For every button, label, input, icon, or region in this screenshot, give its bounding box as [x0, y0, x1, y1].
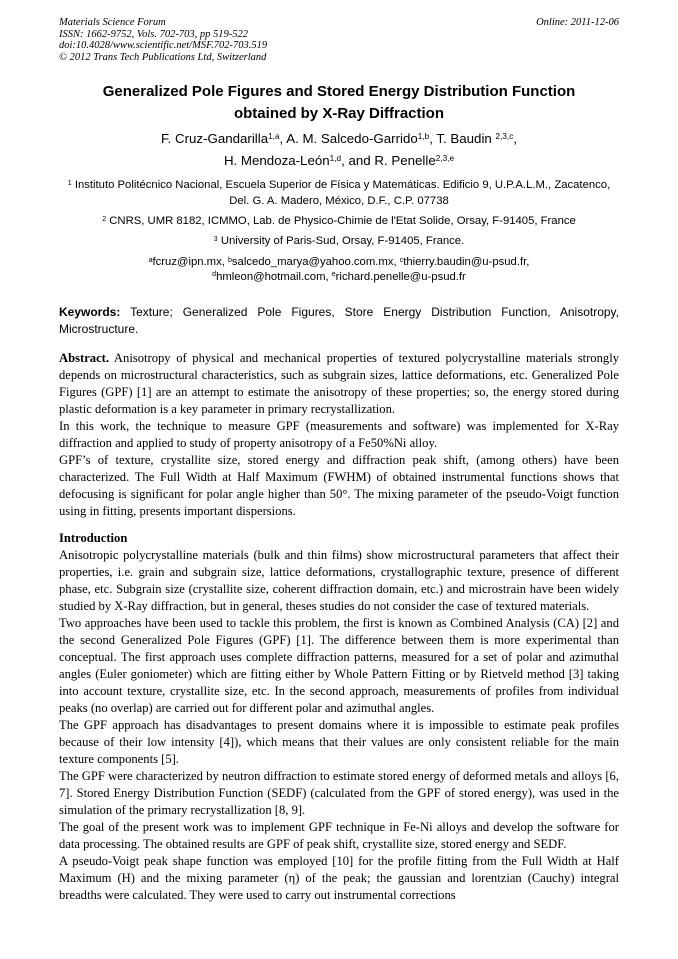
journal-doi: doi:10.4028/www.scientific.net/MSF.702-703.519 — [59, 40, 268, 51]
journal-copyright: © 2012 Trans Tech Publications Ltd, Switzerland — [59, 51, 267, 63]
email-sup: e — [331, 271, 336, 279]
email-address: salcedo_marya@yahoo.com.mx, — [231, 256, 400, 268]
email-sup: c — [399, 256, 404, 264]
journal-name: Materials Science Forum — [59, 17, 166, 28]
authors-line-2 — [59, 152, 619, 169]
introduction-paragraph-4: The GPF were characterized by neutron diffraction to estimate stored energy of deformed metals and alloys [6, 7]. Stored Energy Distribution Function (SEDF) (calculated from the GPF of stored energy), was used in the simulation of the primary recrystallization [8, 9]. — [59, 769, 619, 817]
affiliation-3 — [59, 233, 619, 249]
author-affiliation-sup: 1,b — [417, 132, 430, 142]
journal-meta — [59, 17, 267, 63]
author-affiliation-sup: 2,3,c — [495, 132, 514, 142]
title-line-1: Generalized Pole Figures and Stored Energy Distribution Function — [102, 83, 576, 100]
keywords-block — [59, 304, 619, 337]
email-address: hmleon@hotmail.com, — [216, 270, 332, 283]
introduction-paragraph-3: The GPF approach has disadvantages to present domains where it is impossible to estimate peak profiles because of their low intensity [4]), which means that their values are only consistent reliable for the main texture components [5]. — [59, 718, 619, 766]
author-name: , and R. Penelle — [341, 153, 436, 168]
abstract-label: Abstract. — [59, 351, 110, 365]
introduction-paragraph-6: A pseudo-Voigt peak shape function was employed [10] for the profile fitting from the Full Width at Half Maximum (H) and the mixing parameter (η) of the peak; the gaussian and lorentzian (Cauchy) integral breadths were calculated. They were used to carry out instrumental corrections — [59, 854, 619, 902]
email-sup: b — [228, 256, 232, 264]
section-heading-introduction: Introduction — [59, 531, 128, 545]
affiliation-1 — [59, 177, 619, 209]
title-line-2: obtained by X-Ray Diffraction — [233, 104, 445, 122]
introduction-paragraph-2: Two approaches have been used to tackle this problem, the first is known as Combined Analysis (CA) [2] and the second Generalized Pole Figures (GPF) [1]. The difference between them is more experimental than conceptual. The first approach uses complete diffraction patterns, measured for a set of polar and azimuthal angles (Euler goniometer) which are fitting either by Whole Pattern Fitting or by Rietveld method [3] taking into account texture, crystallite size, etc. In the second approach, measurements of profiles from individual peaks (no overlap) are carried out for different polar and azimuthal angles. — [59, 616, 619, 715]
abstract-paragraph-2: In this work, the technique to measure GPF (measurements and software) was implemented for X-Ray diffraction and applied to study of property anisotropy of a Fe50%Ni alloy. — [59, 419, 619, 450]
introduction-paragraph-1: Anisotropic polycrystalline materials (bulk and thin films) show microstructural parameters that affect their properties, i.e. grain and subgrain size, lattice deformations, crystallographic texture, presence of different phase, etc. Subgrain size (crystallite size, coherent diffraction domain, etc.) and microstrain have been widely studied by X-Ray diffraction, but in general, theses studies do not consider the case of textured materials. — [59, 548, 619, 613]
introduction-section — [59, 530, 619, 904]
author-name: , T. Baudin — [429, 131, 496, 146]
affiliation-2 — [59, 213, 619, 229]
affiliation-sup: 3 — [213, 235, 218, 243]
author-emails — [59, 255, 619, 284]
email-sup: a — [148, 256, 153, 264]
paper-title — [59, 81, 619, 124]
keywords-label: Keywords: — [59, 305, 121, 319]
author-affiliation-sup: 2,3,e — [435, 154, 455, 164]
email-address: fcruz@ipn.mx, — [152, 256, 228, 268]
author-name: H. Mendoza-León — [223, 153, 330, 168]
author-name: , — [513, 131, 518, 146]
author-affiliation-sup: 1,d — [329, 154, 342, 164]
introduction-paragraph-5: The goal of the present work was to implement GPF technique in Fe-Ni alloys and develop the software for data processing. The obtained results are GPF of peak shift, crystallite size, stored energy and SEDF. — [59, 820, 619, 851]
author-name: F. Cruz-Gandarilla — [160, 131, 269, 146]
affiliation-sup: 1 — [67, 179, 72, 187]
online-date: Online: 2011-12-06 — [536, 17, 619, 28]
email-sup: d — [212, 271, 217, 279]
keywords-text: Texture; Generalized Pole Figures, Store Energy Distribution Function, Anisotropy, Microstructure. — [59, 305, 619, 336]
abstract-paragraph-3: GPF’s of texture, crystallite size, stored energy and diffraction peak shift, (among others) have been characterized. The Full Width at Half Maximum (FWHM) of obtained instrumental functions shows that defocusing is significant for polar angle higher than 50°. The mixing parameter of the pseudo-Voigt function using in fitting, presents important dispersions. — [59, 453, 619, 518]
abstract-paragraph-1 — [59, 350, 619, 418]
journal-issn: ISSN: 1662-9752, Vols. 702-703, pp 519-522 — [59, 28, 248, 40]
author-name: , A. M. Salcedo-Garrido — [279, 131, 418, 146]
affiliation-text: Instituto Politécnico Nacional, Escuela Superior de Física y Matemáticas. Edificio 9, U.P.A.L.M., Zacatenco, Del. G. A. Madero, México, D.F., C.P. 07738 — [71, 179, 611, 207]
abstract-text: Anisotropy of physical and mechanical properties of textured polycrystalline materials strongly depends on microstructural characteristics, such as subgrain sizes, lattice deformations, etc. Generalized Pole Figures (GPF) [1] are an attempt to estimate the anisotropy of these properties; so, the energy stored during plastic deformation is a key parameter in primary recrystallization. — [59, 351, 619, 416]
affiliation-text: University of Paris-Sud, Orsay, F-91405, France. — [217, 235, 465, 247]
author-affiliation-sup: 1,a — [268, 132, 280, 142]
email-address: thierry.baudin@u-psud.fr, — [403, 256, 530, 268]
authors-line-1 — [59, 130, 619, 147]
journal-header — [59, 17, 619, 63]
email-line-1 — [59, 255, 619, 270]
abstract-section — [59, 350, 619, 520]
affiliation-text: CNRS, UMR 8182, ICMMO, Lab. de Physico-Chimie de l'Etat Solide, Orsay, F-91405, France — [106, 215, 576, 227]
email-address: richard.penelle@u-psud.fr — [335, 270, 466, 283]
affiliation-sup: 2 — [102, 215, 107, 223]
email-line-2 — [59, 270, 619, 285]
